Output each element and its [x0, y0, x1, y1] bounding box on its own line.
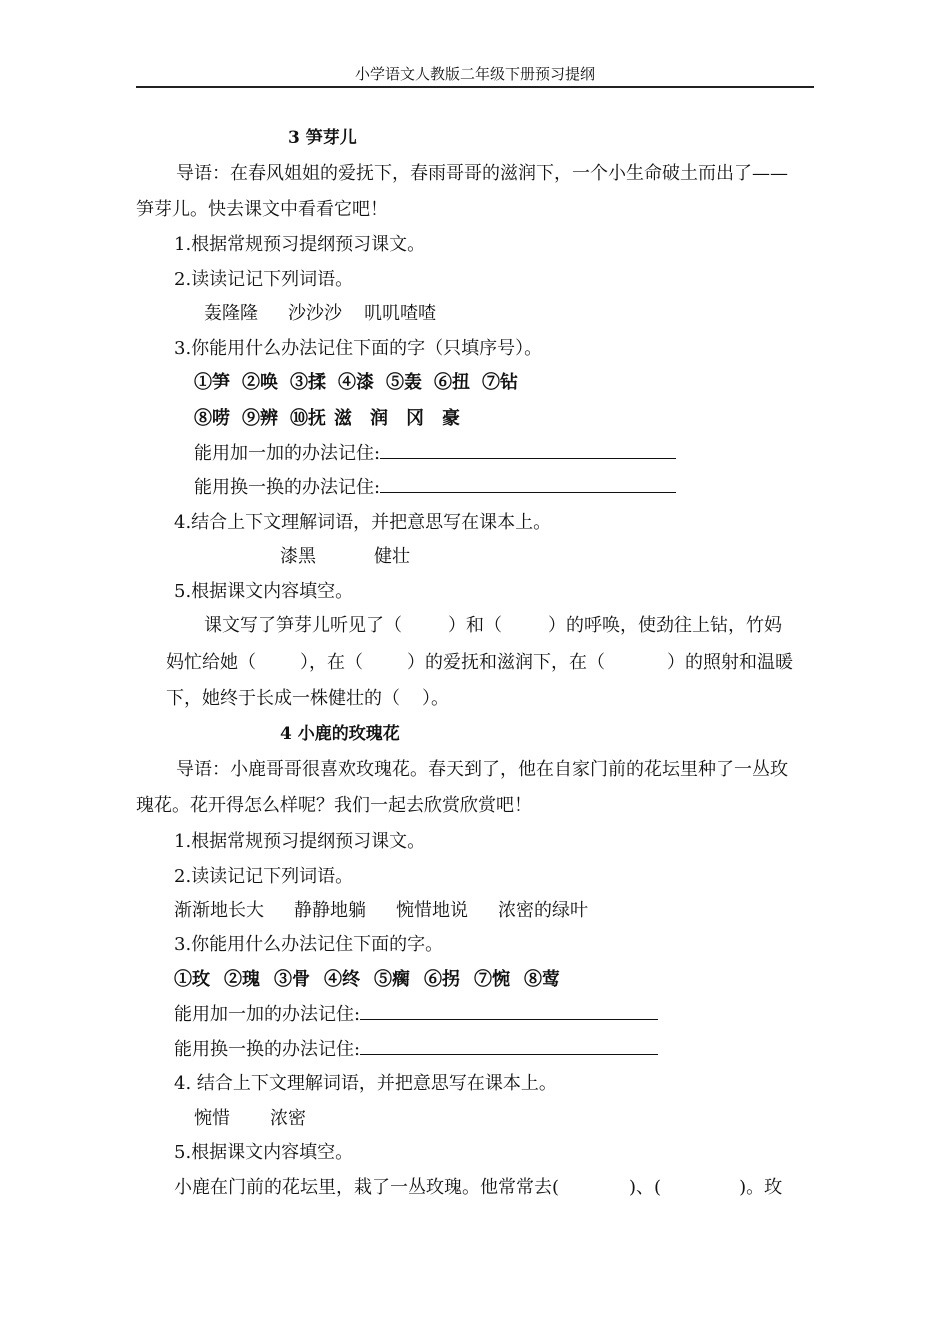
answer-blank[interactable] — [360, 1003, 658, 1020]
char-item: 滋 — [334, 408, 352, 429]
fill-text: 课文写了笋芽儿听见了（ — [204, 615, 402, 636]
char-item: ②唤 — [242, 372, 278, 393]
char-item: ④终 — [324, 969, 360, 990]
lesson3-chars-row1 — [194, 371, 518, 395]
char-item: ①玫 — [174, 969, 210, 990]
char-item: ③揉 — [290, 372, 326, 393]
fill-text: ）的呼唤，使劲往上钻，竹妈 — [548, 615, 782, 636]
lesson3-chars-row2 — [194, 407, 460, 431]
char-item: ⑨辨 — [242, 408, 278, 429]
word: 渐渐地长大 — [174, 900, 264, 921]
answer-blank[interactable] — [380, 442, 676, 459]
lesson4-words — [174, 899, 588, 923]
answer-blank[interactable] — [380, 476, 676, 493]
lesson3-q2: 2.读读记记下列词语。 — [174, 269, 354, 290]
lesson3-q1: 1.根据常规预习提纲预习课文。 — [174, 234, 426, 255]
lesson3-title: 3 笋芽儿 — [288, 128, 357, 148]
lesson3-add-method — [194, 442, 676, 466]
lesson4-intro-line1: 导语：小鹿哥哥很喜欢玫瑰花。春天到了，他在自家门前的花坛里种了一丛玫 — [176, 759, 788, 780]
lesson3-q4: 4.结合上下文理解词语，并把意思写在课本上。 — [174, 512, 552, 533]
swap-method-label: 能用换一换的办法记住: — [174, 1039, 361, 1060]
char-item: ④漆 — [338, 372, 374, 393]
word: 浓密 — [270, 1108, 306, 1129]
word: 叽叽喳喳 — [364, 303, 436, 324]
lesson3-swap-method — [194, 476, 676, 500]
lesson4-q5: 5.根据课文内容填空。 — [174, 1142, 354, 1163]
lesson4-q4: 4. 结合上下文理解词语，并把意思写在课本上。 — [174, 1073, 557, 1094]
lesson3-q3: 3.你能用什么办法记住下面的字（只填序号）。 — [174, 338, 543, 359]
lesson4-q2: 2.读读记记下列词语。 — [174, 866, 354, 887]
char-item: ③骨 — [274, 969, 310, 990]
lesson4-chars — [174, 968, 560, 992]
lesson4-title: 4 小鹿的玫瑰花 — [280, 724, 400, 744]
fill-text: ）和（ — [448, 615, 502, 636]
char-item: ⑤轰 — [386, 372, 422, 393]
lesson4-q4-words — [194, 1107, 306, 1131]
lesson4-intro-line2: 瑰花。花开得怎么样呢？我们一起去欣赏欣赏吧！ — [136, 795, 532, 816]
char-item: ⑦钻 — [482, 372, 518, 393]
char-item: ⑤瘸 — [374, 969, 410, 990]
fill-text: 妈忙给她（ — [166, 652, 256, 673]
word: 惋惜地说 — [396, 900, 468, 921]
lesson3-intro-line2: 笋芽儿。快去课文中看看它吧！ — [136, 199, 388, 220]
fill-text: )。玫 — [739, 1177, 783, 1198]
lesson4-add-method — [174, 1003, 658, 1027]
fill-text: ）的照射和温暖 — [667, 652, 793, 673]
char-item: ⑥拐 — [424, 969, 460, 990]
lesson3-q4-words — [280, 545, 410, 569]
word: 沙沙沙 — [288, 303, 342, 324]
add-method-label: 能用加一加的办法记住: — [194, 443, 381, 464]
lesson4-q1: 1.根据常规预习提纲预习课文。 — [174, 831, 426, 852]
add-method-label: 能用加一加的办法记住: — [174, 1004, 361, 1025]
lesson4-q3: 3.你能用什么办法记住下面的字。 — [174, 934, 444, 955]
word: 浓密的绿叶 — [498, 900, 588, 921]
lesson3-q5: 5.根据课文内容填空。 — [174, 581, 354, 602]
char-item: ⑧莺 — [524, 969, 560, 990]
lesson3-words — [204, 302, 436, 326]
char-item: 豪 — [442, 408, 460, 429]
page-header: 小学语文人教版二年级下册预习提纲 — [136, 64, 814, 88]
fill-text: ）的爱抚和滋润下，在（ — [407, 652, 605, 673]
fill-text: ），在（ — [300, 652, 363, 673]
lesson3-fill-line3 — [166, 687, 449, 711]
char-item: ①笋 — [194, 372, 230, 393]
word: 轰隆隆 — [204, 303, 258, 324]
lesson3-intro-line1: 导语：在春风姐姐的爱抚下，春雨哥哥的滋润下，一个小生命破土而出了—— — [176, 163, 788, 184]
word: 漆黑 — [280, 546, 316, 567]
fill-text: ）。 — [422, 688, 449, 709]
char-item: 润 — [370, 408, 388, 429]
char-item: ⑦惋 — [474, 969, 510, 990]
char-item: ⑧唠 — [194, 408, 230, 429]
answer-blank[interactable] — [360, 1038, 658, 1055]
char-item: 冈 — [406, 408, 424, 429]
word: 静静地躺 — [294, 900, 366, 921]
swap-method-label: 能用换一换的办法记住: — [194, 477, 381, 498]
fill-text: 小鹿在门前的花坛里，栽了一丛玫瑰。他常常去( — [174, 1177, 560, 1198]
word: 惋惜 — [194, 1108, 230, 1129]
lesson4-swap-method — [174, 1038, 658, 1062]
fill-text: )、( — [629, 1177, 662, 1198]
fill-text: 下，她终于长成一株健壮的（ — [166, 688, 400, 709]
lesson3-fill-line2 — [166, 651, 793, 675]
char-item: ②瑰 — [224, 969, 260, 990]
word: 健壮 — [374, 546, 410, 567]
lesson4-fill-line1 — [174, 1176, 782, 1200]
char-item: ⑩抚 — [290, 408, 326, 429]
lesson3-fill-line1 — [204, 614, 782, 638]
char-item: ⑥扭 — [434, 372, 470, 393]
